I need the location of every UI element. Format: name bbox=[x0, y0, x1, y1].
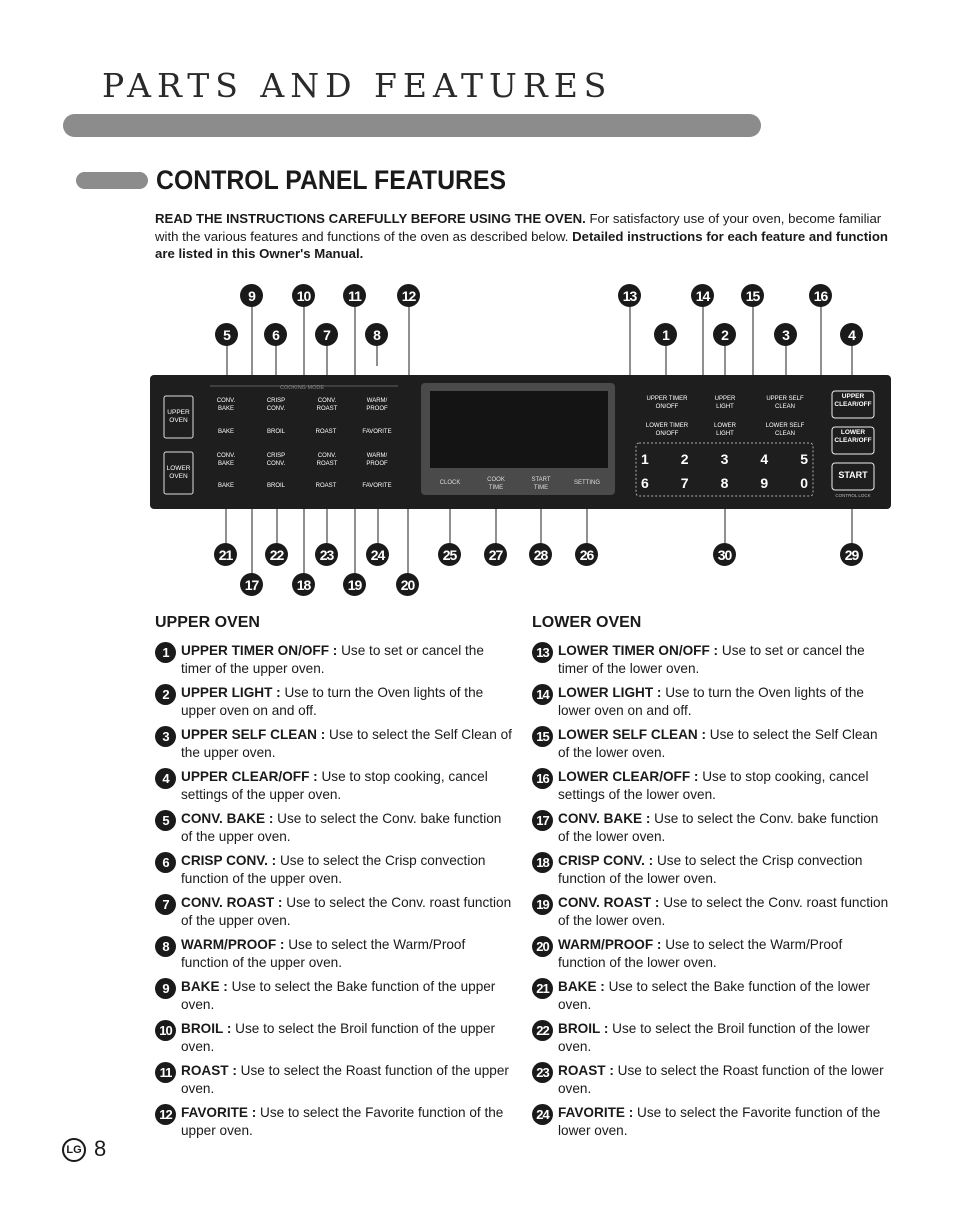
item-description: Use to select the Roast function of the upper oven. bbox=[181, 1063, 509, 1096]
callout-13: 13 bbox=[618, 284, 641, 307]
item-number-badge: 19 bbox=[532, 894, 553, 915]
callout-25: 25 bbox=[438, 543, 461, 566]
callout-27: 27 bbox=[484, 543, 507, 566]
lower-warm-proof-key[interactable]: WARM/ PROOF bbox=[366, 453, 388, 467]
cook-time-key[interactable]: COOK TIME bbox=[487, 477, 505, 491]
item-number-badge: 12 bbox=[155, 1104, 176, 1125]
upper-favorite-key[interactable]: FAVORITE bbox=[362, 429, 392, 435]
list-item bbox=[155, 978, 515, 1020]
item-label: BROIL : bbox=[181, 1021, 232, 1036]
key-4[interactable]: 4 bbox=[760, 451, 769, 467]
item-number-badge: 5 bbox=[155, 810, 176, 831]
item-number-badge: 18 bbox=[532, 852, 553, 873]
item-label: LOWER CLEAR/OFF : bbox=[558, 769, 699, 784]
list-item bbox=[155, 726, 515, 768]
upper-clear-off-button[interactable]: UPPER CLEAR/OFF bbox=[834, 393, 872, 408]
item-number-badge: 11 bbox=[155, 1062, 176, 1083]
item-number-badge: 20 bbox=[532, 936, 553, 957]
item-label: UPPER TIMER ON/OFF : bbox=[181, 643, 338, 658]
item-description: Use to select the Self Clean of the upper oven. bbox=[181, 727, 512, 760]
list-item bbox=[155, 1104, 515, 1146]
list-item bbox=[155, 684, 515, 726]
item-label: WARM/PROOF : bbox=[558, 937, 662, 952]
item-label: ROAST : bbox=[181, 1063, 237, 1078]
lower-oven-button[interactable] bbox=[164, 452, 193, 494]
callout-30: 30 bbox=[713, 543, 736, 566]
key-9[interactable]: 9 bbox=[760, 475, 769, 491]
start-button[interactable]: START bbox=[838, 470, 868, 480]
list-item bbox=[532, 1062, 892, 1104]
item-number-badge: 7 bbox=[155, 894, 176, 915]
upper-self-clean-key[interactable]: UPPER SELF CLEAN bbox=[766, 396, 804, 410]
list-item bbox=[155, 642, 515, 684]
item-description: Use to select the Bake function of the upper oven. bbox=[181, 979, 496, 1012]
item-number-badge: 17 bbox=[532, 810, 553, 831]
callout-6: 6 bbox=[264, 323, 287, 346]
item-number-badge: 22 bbox=[532, 1020, 553, 1041]
item-label: ROAST : bbox=[558, 1063, 614, 1078]
callout-4: 4 bbox=[840, 323, 863, 346]
lower-oven-list bbox=[532, 614, 892, 1146]
lower-timer-key[interactable]: LOWER TIMER ON/OFF bbox=[645, 423, 689, 437]
item-description: Use to set or cancel the timer of the upper oven. bbox=[181, 643, 484, 676]
item-label: FAVORITE : bbox=[558, 1105, 634, 1120]
item-description: Use to select the Crisp convection function of the lower oven. bbox=[558, 853, 863, 886]
item-label: UPPER CLEAR/OFF : bbox=[181, 769, 318, 784]
item-description: Use to select the Broil function of the upper oven. bbox=[181, 1021, 496, 1054]
setting-key[interactable]: SETTING bbox=[573, 480, 600, 486]
callout-16: 16 bbox=[809, 284, 832, 307]
upper-oven-heading: UPPER OVEN bbox=[155, 614, 260, 631]
item-number-badge: 2 bbox=[155, 684, 176, 705]
lower-light-key[interactable]: LOWER LIGHT bbox=[713, 423, 736, 437]
upper-roast-key[interactable]: ROAST bbox=[315, 429, 337, 435]
upper-oven-list bbox=[155, 614, 515, 1146]
item-number-badge: 8 bbox=[155, 936, 176, 957]
section-marker-pill bbox=[76, 172, 148, 189]
callout-18: 18 bbox=[292, 573, 315, 596]
page-title: PARTS AND FEATURES bbox=[102, 66, 613, 105]
list-item bbox=[155, 1020, 515, 1062]
item-description: Use to select the Warm/Proof function of the lower oven. bbox=[558, 937, 843, 970]
item-description: Use to select the Conv. roast function of the lower oven. bbox=[558, 895, 889, 928]
item-number-badge: 3 bbox=[155, 726, 176, 747]
list-item bbox=[155, 768, 515, 810]
list-item bbox=[155, 852, 515, 894]
item-number-badge: 16 bbox=[532, 768, 553, 789]
item-description: Use to select the Roast function of the lower oven. bbox=[558, 1063, 884, 1096]
callout-15: 15 bbox=[741, 284, 764, 307]
callout-7: 7 bbox=[315, 323, 338, 346]
upper-light-key[interactable]: UPPER LIGHT bbox=[714, 396, 736, 410]
key-3[interactable]: 3 bbox=[720, 451, 729, 467]
item-description: Use to select the Favorite function of the lower oven. bbox=[558, 1105, 881, 1138]
item-label: LOWER LIGHT : bbox=[558, 685, 662, 700]
lower-conv-bake-key[interactable]: CONV. BAKE bbox=[216, 453, 236, 467]
clock-key[interactable]: CLOCK bbox=[439, 480, 461, 486]
upper-conv-roast-key[interactable]: CONV. ROAST bbox=[316, 398, 338, 412]
callout-22: 22 bbox=[265, 543, 288, 566]
lower-self-clean-key[interactable]: LOWER SELF CLEAN bbox=[765, 423, 805, 437]
item-label: FAVORITE : bbox=[181, 1105, 257, 1120]
item-description: Use to select the Conv. bake function of the upper oven. bbox=[181, 811, 502, 844]
upper-crisp-conv-key[interactable]: CRISP CONV. bbox=[266, 398, 286, 412]
callout-21: 21 bbox=[214, 543, 237, 566]
callout-12: 12 bbox=[397, 284, 420, 307]
item-label: LOWER TIMER ON/OFF : bbox=[558, 643, 719, 658]
lower-favorite-key[interactable]: FAVORITE bbox=[362, 483, 392, 489]
item-label: CONV. ROAST : bbox=[181, 895, 283, 910]
item-label: UPPER LIGHT : bbox=[181, 685, 281, 700]
item-number-badge: 10 bbox=[155, 1020, 176, 1041]
keypad-row-1 bbox=[636, 447, 813, 471]
page-number: 8 bbox=[94, 1136, 107, 1161]
item-description: Use to select the Crisp convection function of the upper oven. bbox=[181, 853, 486, 886]
item-number-badge: 9 bbox=[155, 978, 176, 999]
item-label: CRISP CONV. : bbox=[181, 853, 277, 868]
callout-17: 17 bbox=[240, 573, 263, 596]
item-number-badge: 21 bbox=[532, 978, 553, 999]
callout-14: 14 bbox=[691, 284, 714, 307]
lower-broil-key[interactable]: BROIL bbox=[266, 483, 285, 489]
list-item bbox=[155, 936, 515, 978]
callout-3: 3 bbox=[774, 323, 797, 346]
key-8[interactable]: 8 bbox=[720, 475, 729, 491]
callout-10: 10 bbox=[292, 284, 315, 307]
upper-timer-key[interactable]: UPPER TIMER ON/OFF bbox=[646, 396, 688, 410]
callout-28: 28 bbox=[529, 543, 552, 566]
item-label: CONV. BAKE : bbox=[181, 811, 274, 826]
item-label: BAKE : bbox=[181, 979, 228, 994]
keypad-row-2 bbox=[636, 471, 813, 495]
item-description: Use to select the Self Clean of the lower oven. bbox=[558, 727, 878, 760]
upper-broil-key[interactable]: BROIL bbox=[266, 429, 285, 435]
callout-2: 2 bbox=[713, 323, 736, 346]
item-label: WARM/PROOF : bbox=[181, 937, 285, 952]
item-label: CONV. BAKE : bbox=[558, 811, 651, 826]
list-item bbox=[532, 684, 892, 726]
key-2[interactable]: 2 bbox=[680, 451, 689, 467]
item-label: BROIL : bbox=[558, 1021, 609, 1036]
callout-1: 1 bbox=[654, 323, 677, 346]
key-6[interactable]: 6 bbox=[641, 475, 649, 491]
lower-crisp-conv-key[interactable]: CRISP CONV. bbox=[266, 453, 286, 467]
item-description: Use to select the Warm/Proof function of the upper oven. bbox=[181, 937, 466, 970]
item-label: UPPER SELF CLEAN : bbox=[181, 727, 326, 742]
start-time-key[interactable]: START TIME bbox=[531, 477, 551, 491]
key-5[interactable]: 5 bbox=[800, 451, 808, 467]
lower-oven-items bbox=[532, 642, 892, 1146]
control-lock-label: CONTROL LOCK bbox=[835, 493, 871, 498]
item-description: Use to stop cooking, cancel settings of the lower oven. bbox=[558, 769, 869, 802]
callout-24: 24 bbox=[366, 543, 389, 566]
item-description: Use to select the Bake function of the lower oven. bbox=[558, 979, 871, 1012]
callout-26: 26 bbox=[575, 543, 598, 566]
lower-clear-off-button[interactable]: LOWER CLEAR/OFF bbox=[834, 429, 872, 444]
list-item bbox=[532, 642, 892, 684]
item-label: BAKE : bbox=[558, 979, 605, 994]
item-number-badge: 24 bbox=[532, 1104, 553, 1125]
upper-bake-key[interactable]: BAKE bbox=[217, 429, 234, 435]
item-description: Use to turn the Oven lights of the upper oven on and off. bbox=[181, 685, 484, 718]
item-description: Use to select the Favorite function of the upper oven. bbox=[181, 1105, 504, 1138]
item-description: Use to set or cancel the timer of the lower oven. bbox=[558, 643, 865, 676]
number-keypad bbox=[636, 447, 813, 495]
key-1[interactable]: 1 bbox=[641, 451, 649, 467]
key-7[interactable]: 7 bbox=[680, 475, 689, 491]
display-screen bbox=[430, 391, 608, 468]
intro-bold-tail: Detailed instructions for each feature and function are listed in this Owner's Manual. bbox=[155, 228, 888, 261]
item-description: Use to turn the Oven lights of the lower oven on and off. bbox=[558, 685, 864, 718]
callout-19: 19 bbox=[343, 573, 366, 596]
list-item bbox=[532, 978, 892, 1020]
callout-29: 29 bbox=[840, 543, 863, 566]
callout-5: 5 bbox=[215, 323, 238, 346]
upper-oven-label: UPPER OVEN bbox=[167, 409, 190, 424]
list-item bbox=[532, 1020, 892, 1062]
callout-11: 11 bbox=[343, 284, 366, 307]
item-number-badge: 15 bbox=[532, 726, 553, 747]
callout-8: 8 bbox=[365, 323, 388, 346]
upper-oven-items bbox=[155, 642, 515, 1146]
list-item bbox=[155, 894, 515, 936]
item-number-badge: 23 bbox=[532, 1062, 553, 1083]
item-description: Use to select the Broil function of the lower oven. bbox=[558, 1021, 870, 1054]
item-label: CONV. ROAST : bbox=[558, 895, 660, 910]
item-description: Use to stop cooking, cancel settings of the upper oven. bbox=[181, 769, 488, 802]
item-number-badge: 14 bbox=[532, 684, 553, 705]
list-item bbox=[532, 726, 892, 768]
item-label: CRISP CONV. : bbox=[558, 853, 654, 868]
section-title: CONTROL PANEL FEATURES bbox=[156, 165, 507, 195]
lower-roast-key[interactable]: ROAST bbox=[315, 483, 337, 489]
list-item bbox=[155, 1062, 515, 1104]
upper-conv-bake-key[interactable]: CONV. BAKE bbox=[216, 398, 236, 412]
lower-conv-roast-key[interactable]: CONV. ROAST bbox=[316, 453, 338, 467]
lg-logo-icon: LG bbox=[62, 1138, 86, 1162]
item-number-badge: 1 bbox=[155, 642, 176, 663]
callout-20: 20 bbox=[396, 573, 419, 596]
item-number-badge: 6 bbox=[155, 852, 176, 873]
item-number-badge: 13 bbox=[532, 642, 553, 663]
callout-23: 23 bbox=[315, 543, 338, 566]
list-item bbox=[532, 768, 892, 810]
intro-bold-lead: READ THE INSTRUCTIONS CAREFULLY BEFORE USING THE OVEN. bbox=[155, 211, 586, 226]
upper-warm-proof-key[interactable]: WARM/ PROOF bbox=[366, 398, 388, 412]
callout-9: 9 bbox=[240, 284, 263, 307]
list-item bbox=[155, 810, 515, 852]
key-0[interactable]: 0 bbox=[800, 475, 808, 491]
list-item bbox=[532, 1104, 892, 1146]
upper-oven-button[interactable] bbox=[164, 396, 193, 438]
item-description: Use to select the Conv. bake function of the lower oven. bbox=[558, 811, 879, 844]
item-label: LOWER SELF CLEAN : bbox=[558, 727, 707, 742]
lower-bake-key[interactable]: BAKE bbox=[217, 483, 234, 489]
list-item bbox=[532, 852, 892, 894]
list-item bbox=[532, 810, 892, 852]
intro-paragraph bbox=[155, 210, 895, 263]
item-description: Use to select the Conv. roast function of the upper oven. bbox=[181, 895, 512, 928]
title-divider-bar bbox=[63, 114, 761, 137]
lower-oven-label: LOWER OVEN bbox=[166, 465, 191, 480]
cooking-mode-label: COOKING MODE bbox=[279, 385, 325, 391]
list-item bbox=[532, 894, 892, 936]
intro-text: For satisfactory use of your oven, become familiar with the various features and functions of the oven as described below. bbox=[155, 211, 882, 244]
lower-oven-heading: LOWER OVEN bbox=[532, 614, 642, 631]
list-item bbox=[532, 936, 892, 978]
item-number-badge: 4 bbox=[155, 768, 176, 789]
